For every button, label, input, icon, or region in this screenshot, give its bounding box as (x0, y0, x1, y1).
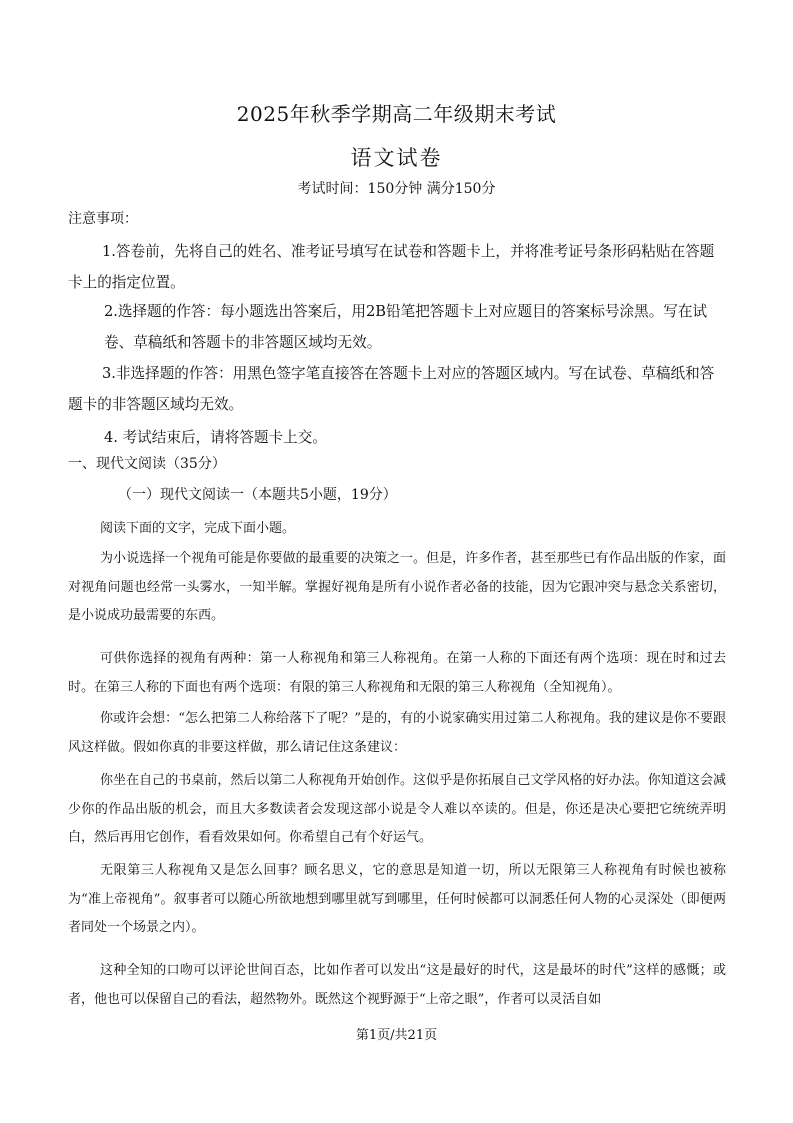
exam-subtitle: 语文试卷 (350, 146, 443, 170)
notice-item: 3.非选择题的作答：用黑色签字笔直接答在答题卡上对应的答题区域内。写在试卷、草稿纸和答题卡的非答题区域均无效。 (68, 365, 715, 413)
passage-paragraph: 为小说选择一个视角可能是你要做的最重要的决策之一。但是，许多作者，甚至那些已有作品出版的作家，面对视角问题也经常一头雾水，一知半解。掌握好视角是所有小说作者必备的技能，因为它跟冲突与悬念关系密切，是小说成功最需要的东西。 (68, 551, 726, 623)
section-heading: 一、现代文阅读（35分） (68, 456, 226, 472)
passage-paragraph: 无限第三人称视角又是怎么回事？顾名思义，它的意思是知道一切，所以无限第三人称视角有时候也被称为“准上帝视角”。叙事者可以随心所欲地想到哪里就写到哪里，任何时候都可以洞悉任何人物的心灵深处（即便两者同处一个场景之内）。 (68, 863, 726, 935)
page-number: 第1页/共21页 (355, 1028, 438, 1043)
notice-heading: 注意事项： (68, 211, 138, 227)
subsection-heading: （一）现代文阅读一（本题共5小题，19分） (118, 487, 397, 503)
passage-paragraph: 你坐在自己的书桌前，然后以第二人称视角开始创作。这似乎是你拓展自己文学风格的好办法。你知道这会减少你的作品出版的机会，而且大多数读者会发现这部小说是令人难以卒读的。但是，你还是决心要把它统统弄明白，然后再用它创作，看看效果如何。你希望自己有个好运气。 (68, 773, 726, 845)
exam-time-info: 考试时间：150分钟 满分150分 (297, 181, 496, 197)
exam-title: 2025年秋季学期高二年级期末考试 (236, 102, 557, 126)
notice-item: 1.答卷前，先将自己的姓名、准考证号填写在试卷和答题卡上，并将准考证号条形码粘贴在答题卡上的指定位置。 (68, 243, 715, 291)
reading-instruction: 阅读下面的文字，完成下面小题。 (100, 521, 296, 536)
passage-paragraph: 这种全知的口吻可以评论世间百态，比如作者可以发出“这是最好的时代，这是最坏的时代”这样的感慨；或者，他也可以保留自己的看法，超然物外。既然这个视野源于“上帝之眼”，作者可以灵活自如 (68, 963, 726, 1007)
passage-paragraph: 你或许会想：“怎么把第二人称给落下了呢？”是的，有的小说家确实用过第二人称视角。我的建议是你不要跟风这样做。假如你真的非要这样做，那么请记住这条建议： (68, 711, 726, 755)
notice-item: 4. 考试结束后，请将答题卡上交。 (104, 429, 327, 446)
notice-item: 2.选择题的作答：每小题选出答案后，用2B铅笔把答题卡上对应题目的答案标号涂黑。写在试卷、草稿纸和答题卡的非答题区域均无效。 (104, 303, 708, 351)
passage-paragraph: 可供你选择的视角有两种：第一人称视角和第三人称视角。在第一人称的下面还有两个选项：现在时和过去时。在第三人称的下面也有两个选项：有限的第三人称视角和无限的第三人称视角（全知视角）。 (68, 651, 726, 695)
